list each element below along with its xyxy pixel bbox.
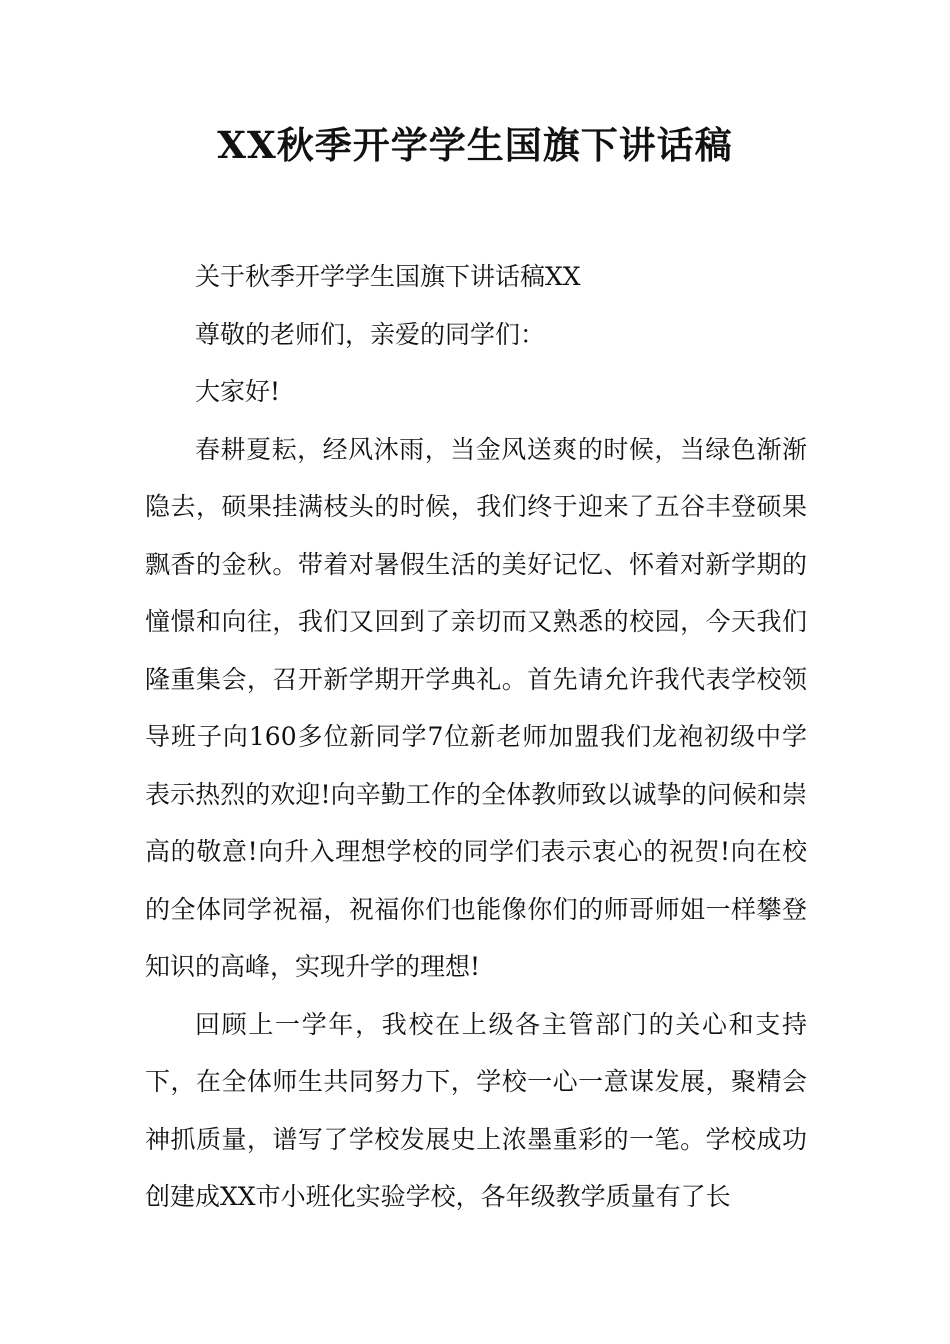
paragraph-body-1: 春耕夏耘，经风沐雨，当金风送爽的时候，当绿色渐渐隐去，硕果挂满枝头的时候，我们终于迎来了五谷丰登硕果飘香的金秋。带着对暑假生活的美好记忆、怀着对新学期的憧憬和向往，我们又回到了亲切而又熟悉的校园，今天我们隆重集会，召开新学期开学典礼。首先请允许我代表学校领导班子向160多位新同学7位新老师加盟我们龙袍初级中学表示热烈的欢迎!向辛勤工作的全体教师致以诚挚的问候和崇高的敬意!向升入理想学校的同学们表示衷心的祝贺!向在校的全体同学祝福，祝福你们也能像你们的师哥师姐一样攀登知识的高峰，实现升学的理想! bbox=[145, 434, 807, 981]
document-title: XX秋季开学学生国旗下讲话稿 bbox=[217, 123, 733, 167]
paragraph-body-2: 回顾上一学年，我校在上级各主管部门的关心和支持下，在全体师生共同努力下，学校一心一意谋发展，聚精会神抓质量，谱写了学校发展史上浓墨重彩的一笔。学校成功创建成XX市小班化实验学校，各年级教学质量有了长 bbox=[145, 1009, 807, 1211]
document-body bbox=[145, 248, 807, 1226]
paragraph-salutation: 尊敬的老师们，亲爱的同学们： bbox=[195, 319, 546, 349]
paragraph-greeting: 大家好! bbox=[195, 377, 281, 406]
paragraph-subtitle: 关于秋季开学学生国旗下讲话稿XX bbox=[195, 262, 581, 291]
